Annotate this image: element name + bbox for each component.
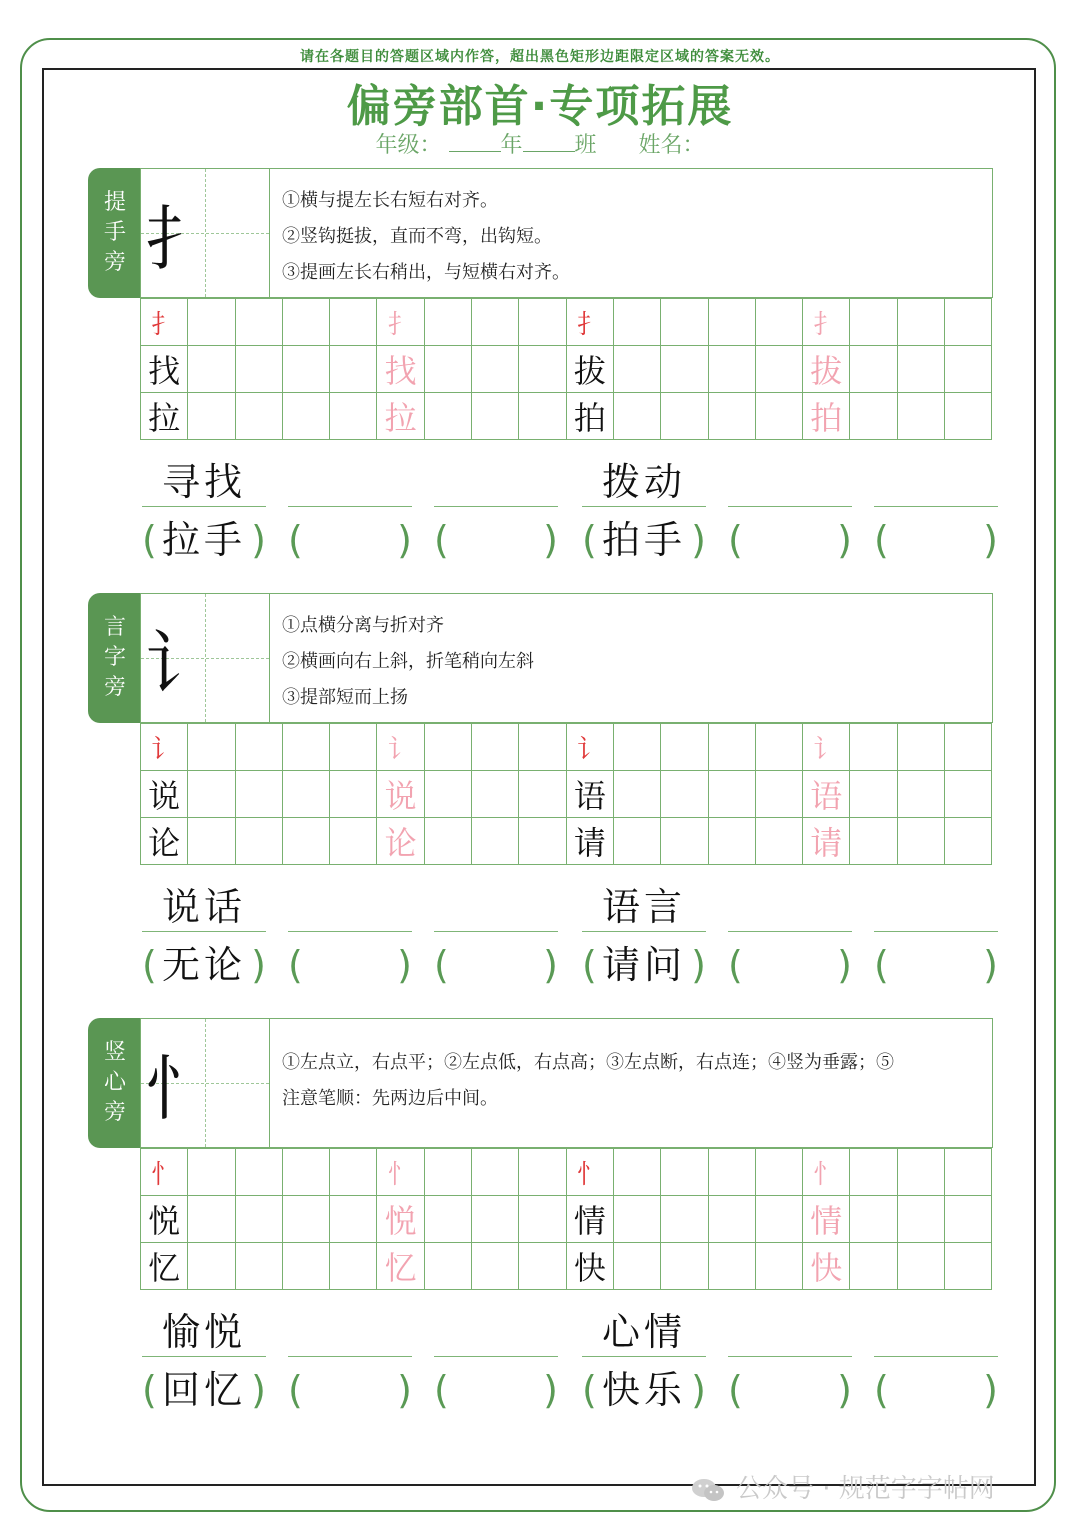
practice-cell[interactable] bbox=[945, 771, 992, 818]
practice-cell[interactable] bbox=[425, 299, 472, 346]
practice-cell[interactable]: 请 bbox=[803, 818, 850, 865]
right-paren: ) bbox=[837, 1368, 852, 1412]
practice-cell[interactable] bbox=[425, 771, 472, 818]
practice-cell[interactable] bbox=[283, 1243, 330, 1290]
practice-cell[interactable]: 论 bbox=[141, 818, 188, 865]
practice-cell[interactable] bbox=[236, 818, 283, 865]
year-label: 年 bbox=[500, 133, 523, 158]
practice-cell[interactable] bbox=[614, 818, 661, 865]
paren-word: 回忆 bbox=[162, 1368, 247, 1412]
practice-cell[interactable] bbox=[945, 724, 992, 771]
practice-cell[interactable] bbox=[709, 1243, 756, 1290]
paren-blank[interactable] bbox=[142, 1366, 266, 1414]
practice-cell[interactable] bbox=[236, 1149, 283, 1196]
practice-cell[interactable] bbox=[188, 1149, 235, 1196]
practice-cell[interactable] bbox=[519, 393, 566, 440]
practice-cell[interactable] bbox=[425, 818, 472, 865]
practice-cell[interactable]: 忄 bbox=[567, 1149, 614, 1196]
practice-cell[interactable]: 语 bbox=[567, 771, 614, 818]
practice-cell[interactable] bbox=[188, 1243, 235, 1290]
practice-cell[interactable] bbox=[236, 346, 283, 393]
practice-cell[interactable]: 忆 bbox=[377, 1243, 424, 1290]
practice-cell[interactable] bbox=[898, 771, 945, 818]
practice-cell[interactable] bbox=[709, 299, 756, 346]
rule-line: 注意笔顺：先两边后中间。 bbox=[282, 1088, 498, 1109]
practice-cell[interactable] bbox=[945, 1149, 992, 1196]
practice-cell[interactable]: 讠 bbox=[377, 724, 424, 771]
practice-cell[interactable] bbox=[850, 393, 897, 440]
practice-cell[interactable] bbox=[519, 1243, 566, 1290]
practice-cell[interactable] bbox=[472, 1196, 519, 1243]
radical-model-box bbox=[140, 593, 270, 723]
practice-cell[interactable]: 扌 bbox=[141, 299, 188, 346]
left-paren: ( bbox=[288, 1368, 303, 1412]
practice-cell[interactable] bbox=[188, 299, 235, 346]
right-paren: ) bbox=[251, 518, 266, 562]
radical-name-char: 提 bbox=[103, 190, 126, 215]
rule-line: ③提画左长右稍出，与短横右对齐。 bbox=[282, 262, 570, 283]
practice-cell[interactable] bbox=[661, 1149, 708, 1196]
paren-blank[interactable] bbox=[582, 941, 706, 989]
left-paren: ( bbox=[728, 518, 743, 562]
practice-cell[interactable] bbox=[945, 299, 992, 346]
practice-cell[interactable] bbox=[614, 346, 661, 393]
practice-cell[interactable] bbox=[330, 1243, 377, 1290]
practice-cell[interactable]: 情 bbox=[803, 1196, 850, 1243]
practice-cell[interactable]: 忄 bbox=[377, 1149, 424, 1196]
paren-blank[interactable] bbox=[142, 516, 266, 564]
practice-cell[interactable] bbox=[756, 346, 803, 393]
practice-cell[interactable] bbox=[236, 1196, 283, 1243]
class-blank[interactable] bbox=[523, 133, 575, 152]
practice-cell[interactable] bbox=[614, 1243, 661, 1290]
word-blank[interactable] bbox=[434, 458, 558, 507]
practice-cell[interactable] bbox=[661, 393, 708, 440]
practice-cell[interactable] bbox=[283, 346, 330, 393]
left-paren: ( bbox=[874, 1368, 889, 1412]
watermark-text: 公众号 · 规范字字帖网 bbox=[736, 1474, 995, 1504]
practice-cell[interactable] bbox=[425, 1149, 472, 1196]
left-paren: ( bbox=[874, 518, 889, 562]
practice-cell[interactable]: 忆 bbox=[141, 1243, 188, 1290]
left-paren: ( bbox=[288, 518, 303, 562]
practice-cell[interactable] bbox=[850, 1196, 897, 1243]
practice-cell[interactable] bbox=[898, 346, 945, 393]
practice-cell[interactable] bbox=[519, 724, 566, 771]
practice-cell[interactable]: 悦 bbox=[141, 1196, 188, 1243]
left-paren: ( bbox=[434, 518, 449, 562]
left-paren: ( bbox=[142, 518, 157, 562]
practice-cell[interactable] bbox=[472, 346, 519, 393]
paren-word: 快乐 bbox=[602, 1368, 687, 1412]
paren-blank[interactable] bbox=[728, 941, 852, 989]
right-paren: ) bbox=[397, 943, 412, 987]
practice-cell[interactable] bbox=[614, 299, 661, 346]
paren-blank[interactable] bbox=[728, 1366, 852, 1414]
rule-line: ②竖钩挺拔，直而不弯，出钩短。 bbox=[282, 226, 552, 247]
practice-cell[interactable] bbox=[330, 393, 377, 440]
practice-cell[interactable]: 情 bbox=[567, 1196, 614, 1243]
practice-cell[interactable] bbox=[519, 1196, 566, 1243]
writing-rules bbox=[269, 593, 993, 723]
practice-cell[interactable] bbox=[330, 818, 377, 865]
page-title: 偏旁部首·专项拓展 bbox=[346, 81, 734, 132]
word-blank[interactable]: 说话 bbox=[142, 883, 266, 932]
practice-cell[interactable] bbox=[188, 818, 235, 865]
practice-cell[interactable]: 拉 bbox=[377, 393, 424, 440]
practice-cell[interactable] bbox=[330, 299, 377, 346]
practice-grid bbox=[140, 298, 992, 440]
paren-word: 拍手 bbox=[602, 518, 687, 562]
practice-cell[interactable]: 忄 bbox=[803, 1149, 850, 1196]
practice-cell[interactable] bbox=[709, 346, 756, 393]
paren-blank[interactable] bbox=[288, 941, 412, 989]
practice-cell[interactable] bbox=[614, 1149, 661, 1196]
practice-cell[interactable] bbox=[283, 771, 330, 818]
practice-cell[interactable] bbox=[425, 1196, 472, 1243]
practice-cell[interactable] bbox=[850, 724, 897, 771]
practice-cell[interactable]: 论 bbox=[377, 818, 424, 865]
practice-cell[interactable] bbox=[236, 299, 283, 346]
practice-cell[interactable] bbox=[283, 393, 330, 440]
left-paren: ( bbox=[434, 1368, 449, 1412]
practice-cell[interactable]: 讠 bbox=[803, 724, 850, 771]
practice-cell[interactable] bbox=[236, 771, 283, 818]
right-paren: ) bbox=[691, 1368, 706, 1412]
practice-cell[interactable] bbox=[898, 1149, 945, 1196]
practice-cell[interactable] bbox=[425, 724, 472, 771]
practice-cell[interactable]: 拉 bbox=[141, 393, 188, 440]
practice-cell[interactable] bbox=[188, 393, 235, 440]
radical-name-tab bbox=[88, 593, 142, 723]
practice-cell[interactable] bbox=[236, 1243, 283, 1290]
word-blank[interactable]: 寻找 bbox=[142, 458, 266, 507]
practice-cell[interactable] bbox=[756, 771, 803, 818]
paren-blank[interactable] bbox=[874, 516, 998, 564]
practice-grid bbox=[140, 1148, 992, 1290]
paren-blank[interactable] bbox=[874, 1366, 998, 1414]
practice-cell[interactable]: 拍 bbox=[803, 393, 850, 440]
class-label: 班 bbox=[574, 133, 597, 158]
practice-cell[interactable] bbox=[945, 393, 992, 440]
practice-cell[interactable] bbox=[614, 724, 661, 771]
practice-cell[interactable] bbox=[661, 818, 708, 865]
practice-cell[interactable] bbox=[614, 771, 661, 818]
right-paren: ) bbox=[691, 518, 706, 562]
word-blank[interactable] bbox=[728, 883, 852, 932]
practice-cell[interactable] bbox=[709, 724, 756, 771]
practice-cell[interactable] bbox=[661, 1196, 708, 1243]
practice-cell[interactable] bbox=[898, 1196, 945, 1243]
rule-line: ③提部短而上扬 bbox=[282, 687, 408, 708]
left-paren: ( bbox=[728, 1368, 743, 1412]
right-paren: ) bbox=[251, 1368, 266, 1412]
left-paren: ( bbox=[582, 518, 597, 562]
word-blank[interactable] bbox=[434, 883, 558, 932]
right-paren: ) bbox=[983, 1368, 998, 1412]
practice-cell[interactable]: 拍 bbox=[567, 393, 614, 440]
practice-cell[interactable] bbox=[472, 1149, 519, 1196]
left-paren: ( bbox=[142, 943, 157, 987]
practice-cell[interactable] bbox=[330, 724, 377, 771]
practice-cell[interactable] bbox=[850, 346, 897, 393]
paren-blank[interactable] bbox=[582, 516, 706, 564]
practice-cell[interactable] bbox=[472, 1243, 519, 1290]
radical-name-char: 心 bbox=[103, 1070, 126, 1095]
rule-line: ①左点立，右点平；②左点低，右点高；③左点断，右点连；④竖为垂露；⑤ bbox=[282, 1052, 894, 1073]
radical-model-glyph: 扌 bbox=[145, 197, 215, 280]
practice-cell[interactable] bbox=[898, 1243, 945, 1290]
word-blank[interactable]: 拨动 bbox=[582, 458, 706, 507]
practice-cell[interactable] bbox=[519, 346, 566, 393]
practice-cell[interactable] bbox=[709, 393, 756, 440]
radical-model-box bbox=[140, 1018, 270, 1148]
word-blank[interactable] bbox=[288, 883, 412, 932]
left-paren: ( bbox=[288, 943, 303, 987]
practice-cell[interactable] bbox=[188, 724, 235, 771]
practice-cell[interactable] bbox=[709, 1196, 756, 1243]
practice-cell[interactable] bbox=[945, 818, 992, 865]
practice-cell[interactable] bbox=[188, 346, 235, 393]
left-paren: ( bbox=[434, 943, 449, 987]
practice-cell[interactable] bbox=[850, 299, 897, 346]
practice-cell[interactable] bbox=[283, 1149, 330, 1196]
rule-line: ②横画向右上斜，折笔稍向左斜 bbox=[282, 651, 534, 672]
word-blank[interactable]: 语言 bbox=[582, 883, 706, 932]
radical-name-char: 旁 bbox=[103, 675, 126, 700]
radical-name-char: 言 bbox=[103, 615, 126, 640]
practice-cell[interactable] bbox=[945, 1243, 992, 1290]
practice-cell[interactable] bbox=[236, 724, 283, 771]
practice-cell[interactable] bbox=[330, 1149, 377, 1196]
radical-model-box bbox=[140, 168, 270, 298]
right-paren: ) bbox=[543, 1368, 558, 1412]
practice-cell[interactable] bbox=[283, 299, 330, 346]
grade-blank[interactable] bbox=[449, 133, 501, 152]
practice-cell[interactable] bbox=[283, 818, 330, 865]
practice-cell[interactable] bbox=[188, 1196, 235, 1243]
writing-rules bbox=[269, 1018, 993, 1148]
right-paren: ) bbox=[983, 943, 998, 987]
practice-cell[interactable] bbox=[756, 1243, 803, 1290]
radical-name-char: 手 bbox=[103, 220, 126, 245]
practice-cell[interactable] bbox=[330, 1196, 377, 1243]
practice-cell[interactable]: 悦 bbox=[377, 1196, 424, 1243]
practice-cell[interactable]: 找 bbox=[377, 346, 424, 393]
practice-grid bbox=[140, 723, 992, 865]
practice-cell[interactable] bbox=[330, 771, 377, 818]
left-paren: ( bbox=[874, 943, 889, 987]
practice-cell[interactable]: 快 bbox=[803, 1243, 850, 1290]
practice-cell[interactable] bbox=[283, 724, 330, 771]
left-paren: ( bbox=[582, 1368, 597, 1412]
word-blank[interactable]: 愉悦 bbox=[142, 1308, 266, 1357]
paren-word: 拉手 bbox=[162, 518, 247, 562]
practice-cell[interactable] bbox=[425, 346, 472, 393]
radical-name-char: 旁 bbox=[103, 250, 126, 275]
practice-cell[interactable]: 讠 bbox=[567, 724, 614, 771]
practice-cell[interactable] bbox=[898, 299, 945, 346]
practice-cell[interactable] bbox=[614, 1196, 661, 1243]
radical-name-char: 字 bbox=[103, 645, 126, 670]
practice-cell[interactable] bbox=[850, 771, 897, 818]
practice-cell[interactable] bbox=[661, 771, 708, 818]
right-paren: ) bbox=[397, 1368, 412, 1412]
rule-line: ①横与提左长右短右对齐。 bbox=[282, 190, 498, 211]
practice-cell[interactable] bbox=[661, 346, 708, 393]
practice-cell[interactable] bbox=[756, 1196, 803, 1243]
writing-rules bbox=[269, 168, 993, 298]
grade-label: 年级： bbox=[375, 133, 442, 158]
radical-name-tab bbox=[88, 1018, 142, 1148]
practice-cell[interactable]: 扌 bbox=[803, 299, 850, 346]
radical-model-glyph: 忄 bbox=[145, 1047, 215, 1130]
word-blank[interactable] bbox=[288, 1308, 412, 1357]
right-paren: ) bbox=[837, 943, 852, 987]
wechat-icon bbox=[690, 1477, 726, 1503]
practice-cell[interactable] bbox=[614, 393, 661, 440]
right-paren: ) bbox=[983, 518, 998, 562]
practice-cell[interactable]: 拔 bbox=[567, 346, 614, 393]
word-blank[interactable] bbox=[728, 1308, 852, 1357]
practice-cell[interactable] bbox=[661, 1243, 708, 1290]
word-blank[interactable] bbox=[728, 458, 852, 507]
rule-line: ①点横分离与折对齐 bbox=[282, 615, 444, 636]
paren-blank[interactable] bbox=[874, 941, 998, 989]
practice-cell[interactable]: 忄 bbox=[141, 1149, 188, 1196]
practice-cell[interactable]: 讠 bbox=[141, 724, 188, 771]
paren-blank[interactable] bbox=[582, 1366, 706, 1414]
practice-cell[interactable]: 说 bbox=[141, 771, 188, 818]
practice-cell[interactable] bbox=[756, 393, 803, 440]
word-blank[interactable]: 心情 bbox=[582, 1308, 706, 1357]
practice-cell[interactable] bbox=[850, 1149, 897, 1196]
practice-cell[interactable] bbox=[709, 818, 756, 865]
practice-cell[interactable] bbox=[472, 818, 519, 865]
practice-cell[interactable] bbox=[661, 724, 708, 771]
practice-cell[interactable] bbox=[756, 724, 803, 771]
word-blank[interactable] bbox=[874, 883, 998, 932]
right-paren: ) bbox=[543, 943, 558, 987]
right-paren: ) bbox=[691, 943, 706, 987]
left-paren: ( bbox=[582, 943, 597, 987]
practice-cell[interactable] bbox=[709, 1149, 756, 1196]
practice-cell[interactable] bbox=[850, 1243, 897, 1290]
practice-cell[interactable] bbox=[283, 1196, 330, 1243]
practice-cell[interactable] bbox=[519, 818, 566, 865]
practice-cell[interactable] bbox=[661, 299, 708, 346]
practice-cell[interactable] bbox=[472, 393, 519, 440]
practice-cell[interactable] bbox=[519, 1149, 566, 1196]
practice-cell[interactable] bbox=[898, 818, 945, 865]
paren-blank[interactable] bbox=[288, 516, 412, 564]
practice-cell[interactable]: 语 bbox=[803, 771, 850, 818]
word-blank[interactable] bbox=[434, 1308, 558, 1357]
practice-cell[interactable]: 扌 bbox=[377, 299, 424, 346]
practice-cell[interactable]: 快 bbox=[567, 1243, 614, 1290]
practice-cell[interactable] bbox=[850, 818, 897, 865]
practice-cell[interactable] bbox=[472, 299, 519, 346]
radical-name-char: 旁 bbox=[103, 1100, 126, 1125]
practice-cell[interactable] bbox=[898, 724, 945, 771]
practice-cell[interactable] bbox=[330, 346, 377, 393]
paren-word: 请问 bbox=[602, 943, 687, 987]
radical-name-tab bbox=[88, 168, 142, 298]
notice-text: 请在各题目的答题区域内作答，超出黑色矩形边距限定区域的答案无效。 bbox=[300, 49, 780, 65]
radical-model-glyph: 讠 bbox=[145, 622, 215, 705]
practice-cell[interactable] bbox=[756, 818, 803, 865]
paren-blank[interactable] bbox=[434, 516, 558, 564]
practice-cell[interactable]: 说 bbox=[377, 771, 424, 818]
paren-word: 无论 bbox=[162, 943, 247, 987]
name-label: 姓名： bbox=[638, 133, 705, 158]
student-info bbox=[0, 128, 1080, 159]
practice-cell[interactable] bbox=[519, 299, 566, 346]
right-paren: ) bbox=[397, 518, 412, 562]
practice-cell[interactable] bbox=[709, 771, 756, 818]
practice-cell[interactable] bbox=[756, 1149, 803, 1196]
practice-cell[interactable] bbox=[425, 1243, 472, 1290]
paren-blank[interactable] bbox=[142, 941, 266, 989]
practice-cell[interactable]: 找 bbox=[141, 346, 188, 393]
paren-blank[interactable] bbox=[288, 1366, 412, 1414]
practice-cell[interactable] bbox=[425, 393, 472, 440]
practice-cell[interactable]: 扌 bbox=[567, 299, 614, 346]
right-paren: ) bbox=[251, 943, 266, 987]
word-blank[interactable] bbox=[288, 458, 412, 507]
word-blank[interactable] bbox=[874, 1308, 998, 1357]
right-paren: ) bbox=[543, 518, 558, 562]
practice-cell[interactable] bbox=[188, 771, 235, 818]
radical-name-char: 竖 bbox=[103, 1040, 126, 1065]
practice-cell[interactable] bbox=[472, 771, 519, 818]
practice-cell[interactable] bbox=[898, 393, 945, 440]
paren-blank[interactable] bbox=[434, 941, 558, 989]
watermark bbox=[690, 1468, 995, 1505]
practice-cell[interactable] bbox=[519, 771, 566, 818]
practice-cell[interactable] bbox=[756, 299, 803, 346]
left-paren: ( bbox=[728, 943, 743, 987]
word-blank[interactable] bbox=[874, 458, 998, 507]
practice-cell[interactable]: 拔 bbox=[803, 346, 850, 393]
practice-cell[interactable] bbox=[236, 393, 283, 440]
right-paren: ) bbox=[837, 518, 852, 562]
left-paren: ( bbox=[142, 1368, 157, 1412]
practice-cell[interactable]: 请 bbox=[567, 818, 614, 865]
paren-blank[interactable] bbox=[728, 516, 852, 564]
practice-cell[interactable] bbox=[945, 1196, 992, 1243]
paren-blank[interactable] bbox=[434, 1366, 558, 1414]
practice-cell[interactable] bbox=[472, 724, 519, 771]
practice-cell[interactable] bbox=[945, 346, 992, 393]
